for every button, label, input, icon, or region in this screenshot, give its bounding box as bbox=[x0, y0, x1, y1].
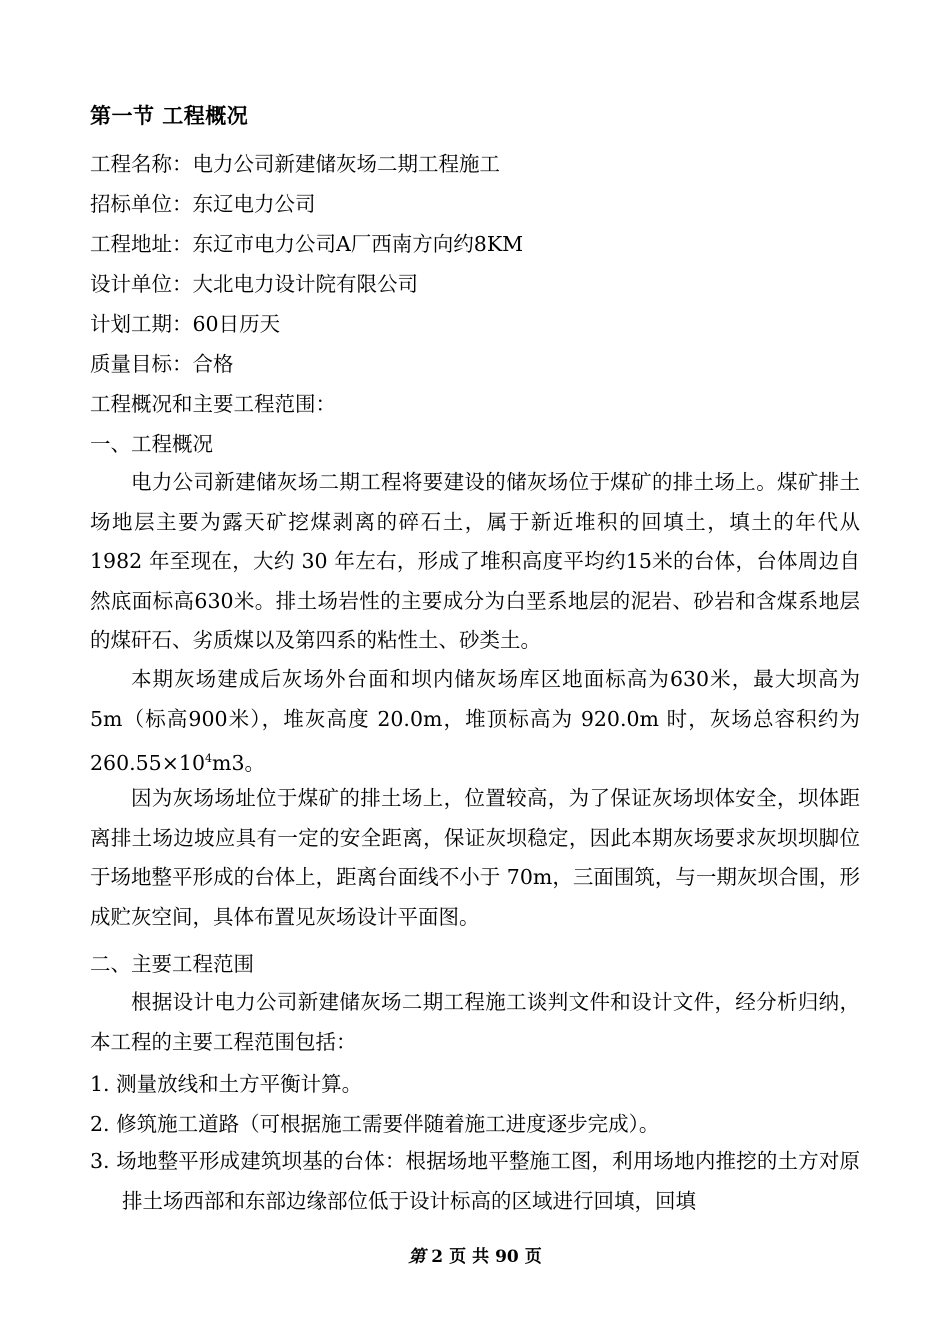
part1-paragraph-2-unit: m3。 bbox=[212, 750, 265, 775]
part1-paragraph-1: 电力公司新建储灰场二期工程将要建设的储灰场位于煤矿的排土场上。煤矿排土场地层主要为露天矿挖煤剥离的碎石土，属于新近堆积的回填土，填土的年代从 1982 年至现在，大约 30 年左右，形成了堆积高度平均约15米的台体，台体周边自然底面标高630米。排土场岩性的主要成分为白垩系地层的泥岩、砂岩和含煤系地层的煤矸石、劣质煤以及第四系的粘性土、砂类土。 bbox=[90, 470, 860, 652]
page-number: 2 bbox=[431, 1247, 444, 1267]
footer-page-word: 页 bbox=[449, 1247, 467, 1267]
footer-prefix: 第 bbox=[408, 1247, 426, 1267]
page-footer bbox=[0, 1242, 950, 1267]
quality-line: 质量目标：合格 bbox=[90, 352, 234, 376]
scope-heading: 工程概况和主要工程范围： bbox=[90, 392, 336, 416]
part2-paragraph-1: 根据设计电力公司新建储灰场二期工程施工谈判文件和设计文件，经分析归纳，本工程的主要工程范围包括： bbox=[90, 990, 860, 1054]
footer-suffix: 页 bbox=[524, 1247, 542, 1267]
list-item: 3. 场地整平形成建筑坝基的台体：根据场地平整施工图，利用场地内推挖的土方对原排土场西部和东部边缘部位低于设计标高的区域进行回填，回填 bbox=[90, 1149, 860, 1213]
project-name-line: 工程名称：电力公司新建储灰场二期工程施工 bbox=[90, 152, 500, 176]
part1-paragraph-2-text: 本期灰场建成后灰场外台面和坝内储灰场库区地面标高为630米，最大坝高为 5m（标高900米），堆灰高度 20.0m，堆顶标高为 920.0m 时，灰场总容积约为 260.55×10 bbox=[90, 667, 860, 775]
exponent: 4 bbox=[205, 752, 212, 765]
part2-heading: 二、主要工程范围 bbox=[90, 952, 254, 976]
address-line: 工程地址：东辽市电力公司A厂西南方向约8KM bbox=[90, 232, 524, 256]
total-pages: 90 bbox=[495, 1247, 519, 1267]
section-title: 第一节 工程概况 bbox=[90, 104, 249, 128]
part1-paragraph-3: 因为灰场场址位于煤矿的排土场上，位置较高，为了保证灰场坝体安全，坝体距离排土场边坡应具有一定的安全距离，保证灰坝稳定，因此本期灰场要求灰坝坝脚位于场地整平形成的台体上，距离台面线不小于 70m，三面围筑，与一期灰坝合围，形成贮灰空间，具体布置见灰场设计平面图。 bbox=[90, 786, 860, 929]
bidder-line: 招标单位：东辽电力公司 bbox=[90, 192, 316, 216]
list-item: 1. 测量放线和土方平衡计算。 bbox=[90, 1072, 363, 1096]
part1-paragraph-2 bbox=[90, 660, 860, 783]
footer-total-word: 共 bbox=[472, 1247, 490, 1267]
list-item: 2. 修筑施工道路（可根据施工需要伴随着施工进度逐步完成）。 bbox=[90, 1112, 660, 1136]
designer-line: 设计单位：大北电力设计院有限公司 bbox=[90, 272, 418, 296]
part1-heading: 一、工程概况 bbox=[90, 432, 213, 456]
schedule-line: 计划工期：60日历天 bbox=[90, 312, 281, 336]
